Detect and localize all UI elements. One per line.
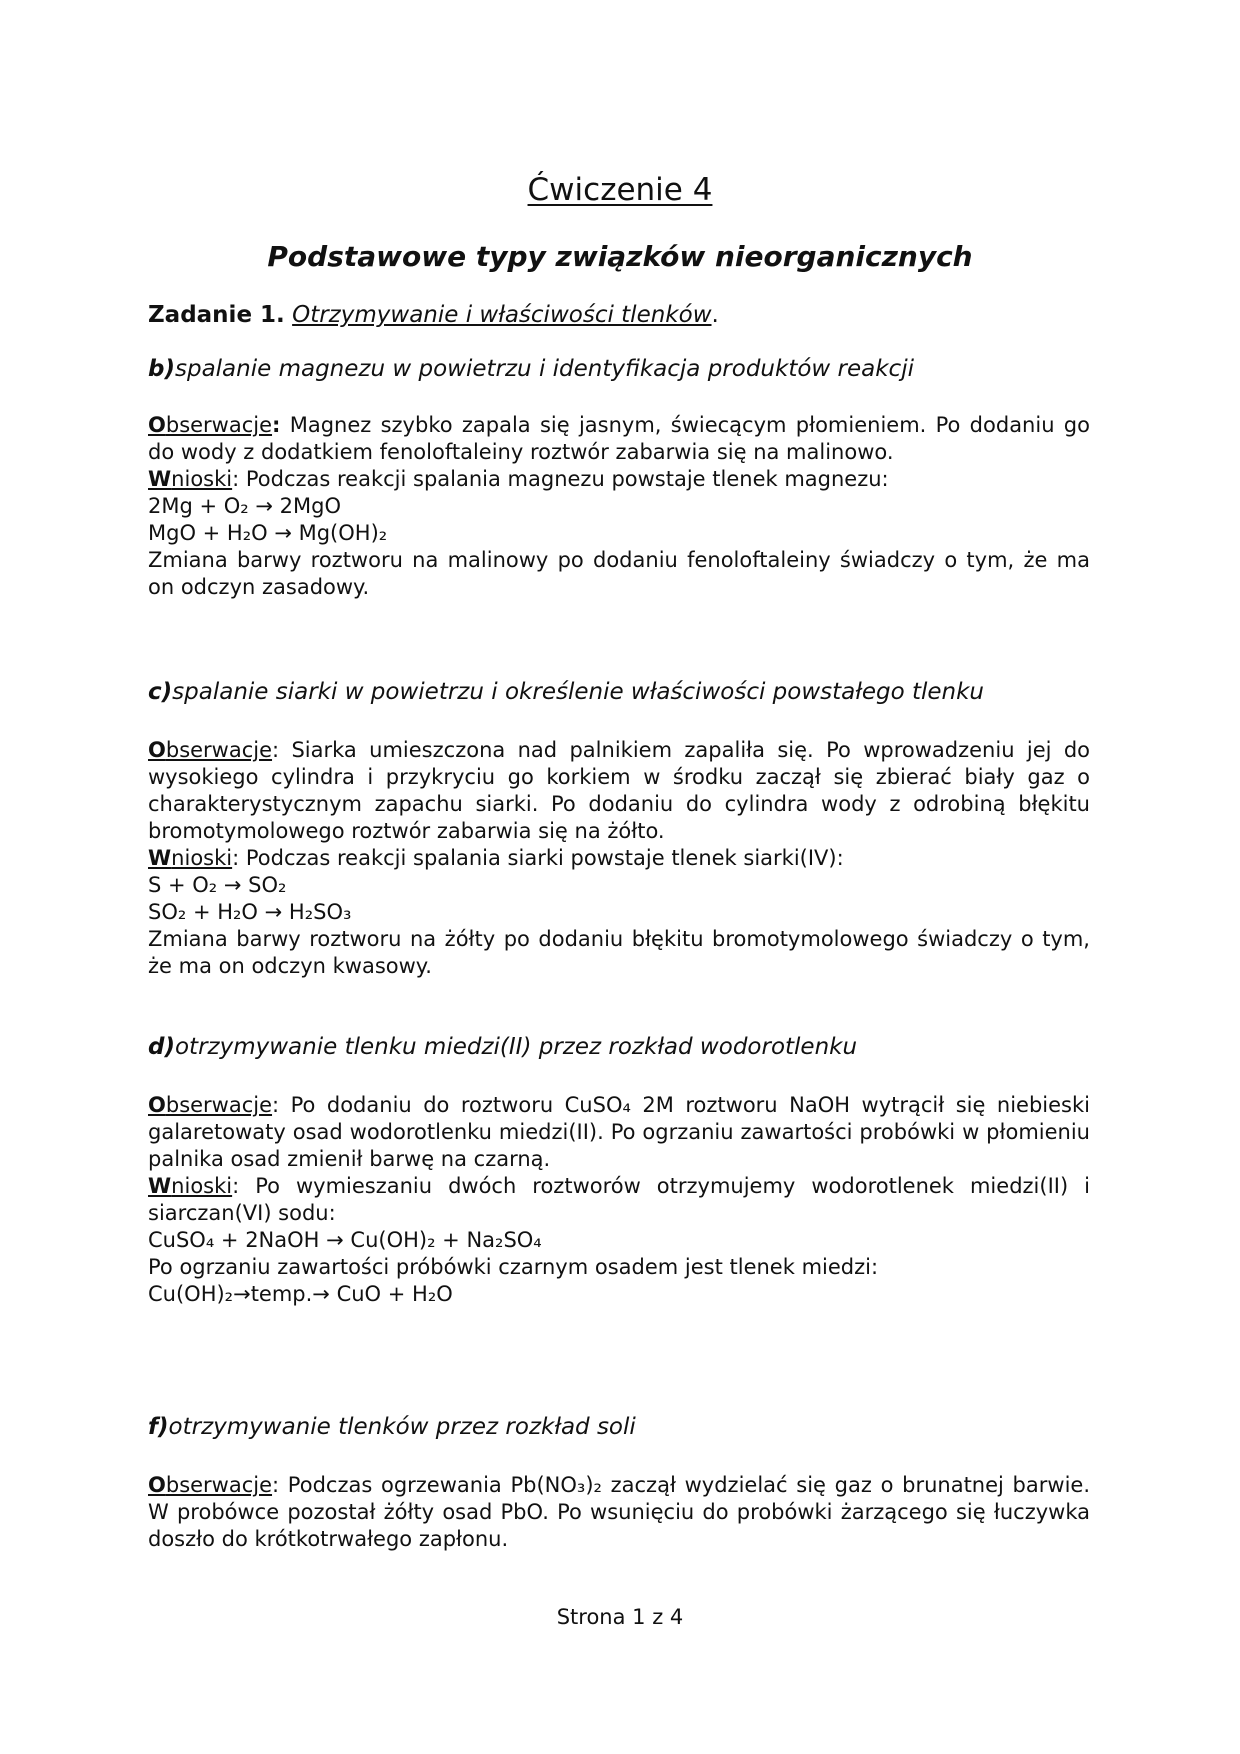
equation: MgO + H₂O → Mg(OH)₂: [148, 521, 388, 545]
observation-text: Magnez szybko zapala się jasnym, świecącym płomieniem. Po dodaniu go do wody z dodatkiem fenoloftaleiny roztwór zabarwia się na malinowo.: [148, 413, 1090, 464]
observation-paragraph: Obserwacje: Siarka umieszczona nad palnikiem zapaliła się. Po wprowadzeniu jej do wysokiego cylindra i przykryciu go korkiem w środku zaczął się zbierać biały gaz o charakterystycznym zapachu siarki. Po dodaniu do cylindra wody z odrobiną błękitu bromotymolowego roztwór zabarwia się na żółto.: [148, 738, 1090, 843]
section-b-body: [148, 412, 1090, 601]
section-d-heading: [148, 1034, 857, 1060]
equation: SO₂ + H₂O → H₂SO₃: [148, 900, 352, 924]
conclusion-label: Wnioski: [148, 467, 233, 491]
section-letter: b): [148, 356, 175, 382]
final-text: Po ogrzaniu zawartości próbówki czarnym osadem jest tlenek miedzi:: [148, 1255, 879, 1279]
observation-text: Siarka umieszczona nad palnikiem zapaliła się. Po wprowadzeniu jej do wysokiego cylindra i przykryciu go korkiem w środku zaczął się zbierać biały gaz o charakterystycznym zapachu siarki. Po dodaniu do cylindra wody z odrobiną błękitu bromotymolowego roztwór zabarwia się na żółto.: [148, 738, 1090, 843]
observation-paragraph: Obserwacje: Po dodaniu do roztworu CuSO₄ 2M roztworu NaOH wytrącił się niebieski galaretowaty osad wodorotlenku miedzi(II). Po ogrzaniu zawartości probówki w płomieniu palnika osad zmienił barwę na czarną.: [148, 1093, 1090, 1171]
observation-label: Obserwacje: [148, 1093, 273, 1117]
section-b-heading: [148, 356, 914, 382]
section-title: spalanie magnezu w powietrzu i identyfikacja produktów reakcji: [174, 356, 914, 382]
page-subtitle: Podstawowe typy związków nieorganicznych: [267, 240, 973, 273]
observation-text: Po dodaniu do roztworu CuSO₄ 2M roztworu NaOH wytrącił się niebieski galaretowaty osad wodorotlenku miedzi(II). Po ogrzaniu zawartości probówki w płomieniu palnika osad zmienił barwę na czarną.: [148, 1093, 1090, 1171]
observation-paragraph: Obserwacje: Magnez szybko zapala się jasnym, świecącym płomieniem. Po dodaniu go do wody z dodatkiem fenoloftaleiny roztwór zabarwia się na malinowo.: [148, 413, 1090, 464]
observation-label: Obserwacje: [148, 738, 273, 762]
section-letter: d): [148, 1034, 175, 1060]
section-d-body: [148, 1092, 1090, 1308]
page-title: Ćwiczenie 4: [527, 172, 713, 208]
section-title: otrzymywanie tlenków przez rozkład soli: [168, 1414, 636, 1440]
task-end: .: [711, 302, 719, 328]
task-label: Zadanie 1.: [148, 302, 285, 328]
conclusion-paragraph: [148, 1173, 1090, 1227]
equation: CuSO₄ + 2NaOH → Cu(OH)₂ + Na₂SO₄: [148, 1228, 542, 1252]
equation: S + O₂ → SO₂: [148, 873, 287, 897]
observation-text: Podczas ogrzewania Pb(NO₃)₂ zaczął wydzielać się gaz o brunatnej barwie. W probówce pozostał żółty osad PbO. Po wsunięciu do probówki żarzącego się łuczywka doszło do krótkotrwałego zapłonu.: [148, 1473, 1090, 1551]
conclusion-text: : Podczas reakcji spalania magnezu powstaje tlenek magnezu:: [232, 467, 889, 491]
page-number: Strona 1 z 4: [556, 1605, 684, 1629]
final-text: Zmiana barwy roztworu na żółty po dodaniu błękitu bromotymolowego świadczy o tym, że ma on odczyn kwasowy.: [148, 927, 1090, 978]
equation: Cu(OH)₂→temp.→ CuO + H₂O: [148, 1282, 453, 1306]
section-c-body: [148, 737, 1090, 980]
section-title: otrzymywanie tlenku miedzi(II) przez rozkład wodorotlenku: [174, 1034, 858, 1060]
conclusion-text: : Po wymieszaniu dwóch roztworów otrzymujemy wodorotlenek miedzi(II) i siarczan(VI) sodu:: [148, 1174, 1090, 1225]
observation-label: Obserwacje: [148, 413, 273, 437]
task-heading: [148, 302, 719, 328]
section-f-heading: [148, 1414, 636, 1440]
conclusion-label: Wnioski: [148, 846, 233, 870]
section-title: spalanie siarki w powietrzu i określenie właściwości powstałego tlenku: [172, 679, 985, 705]
final-text: Zmiana barwy roztworu na malinowy po dodaniu fenoloftaleiny świadczy o tym, że ma on odczyn zasadowy.: [148, 548, 1090, 599]
section-f-body: [148, 1472, 1090, 1553]
conclusion-paragraph: [148, 466, 1090, 493]
conclusion-label: Wnioski: [148, 1174, 233, 1198]
observation-label: Obserwacje: [148, 1473, 273, 1497]
conclusion-paragraph: [148, 845, 1090, 872]
conclusion-text: : Podczas reakcji spalania siarki powstaje tlenek siarki(IV):: [232, 846, 844, 870]
section-c-heading: [148, 679, 984, 705]
task-title: Otrzymywanie i właściwości tlenków: [292, 302, 712, 328]
section-letter: c): [148, 679, 173, 705]
observation-paragraph: Obserwacje: Podczas ogrzewania Pb(NO₃)₂ zaczął wydzielać się gaz o brunatnej barwie. W probówce pozostał żółty osad PbO. Po wsunięciu do probówki żarzącego się łuczywka doszło do krótkotrwałego zapłonu.: [148, 1473, 1090, 1551]
equation: 2Mg + O₂ → 2MgO: [148, 494, 341, 518]
section-letter: f): [148, 1414, 169, 1440]
